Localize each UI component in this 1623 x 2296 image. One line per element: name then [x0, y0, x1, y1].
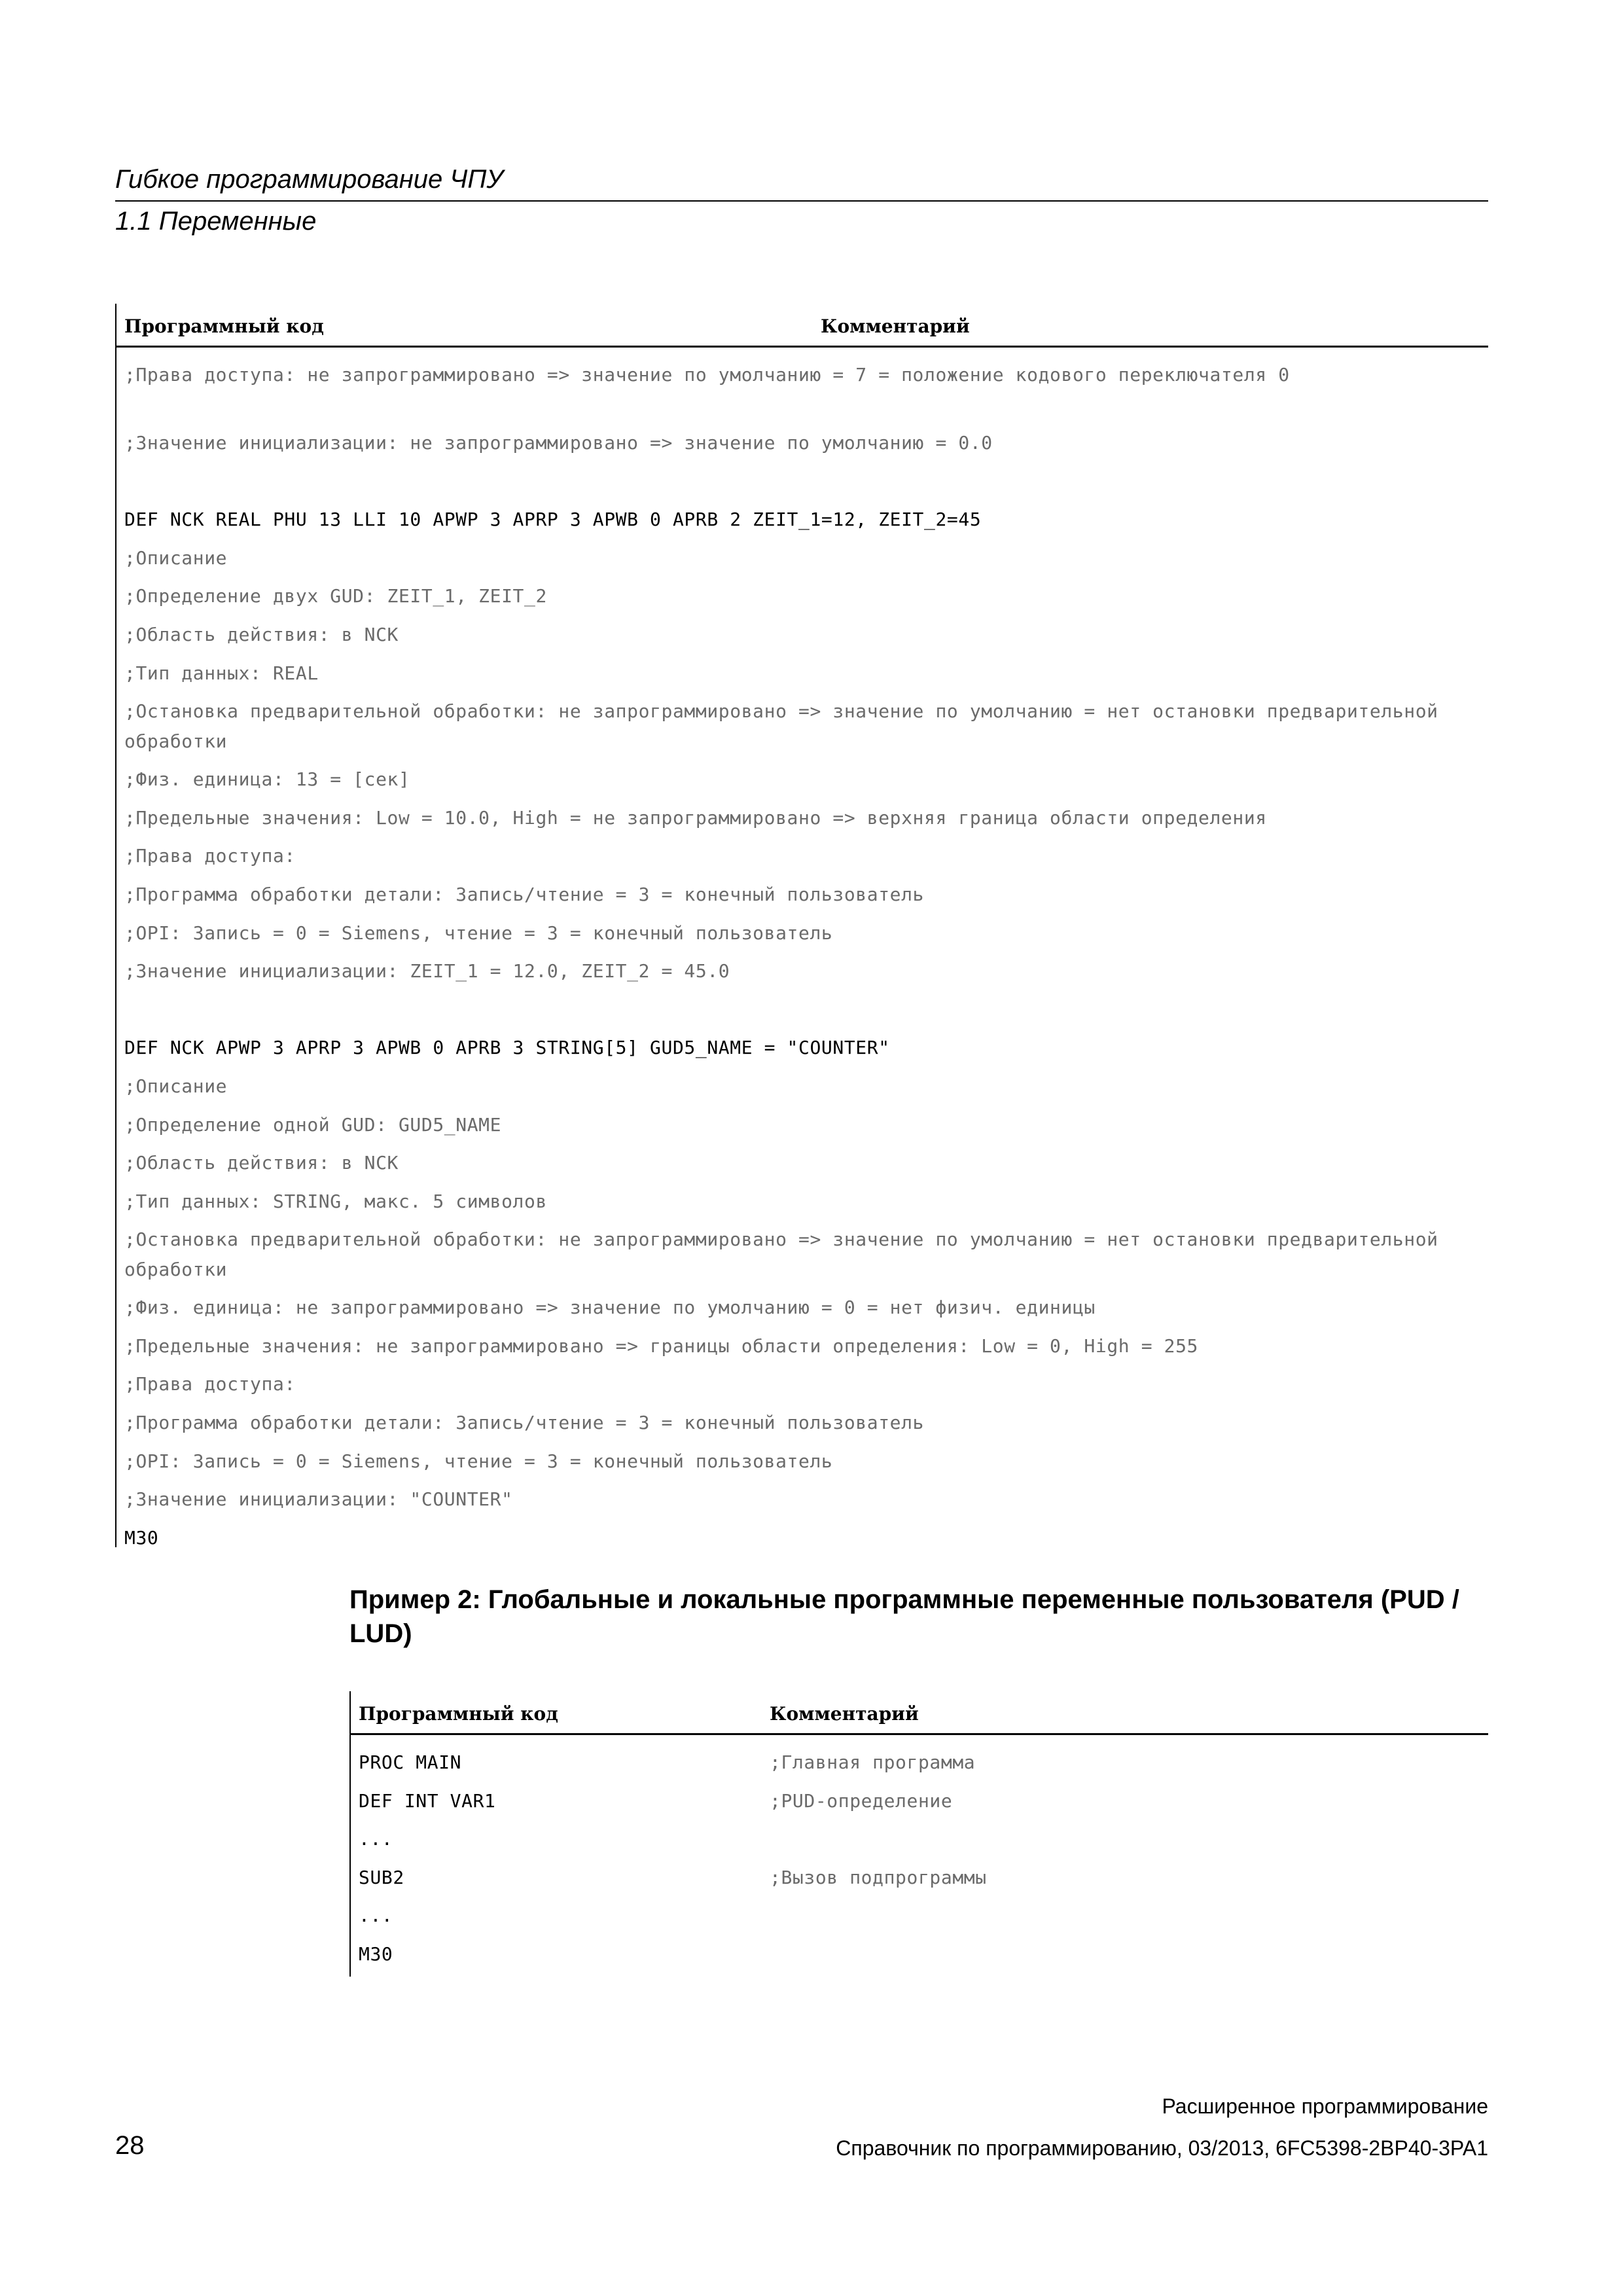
- document-reference: Справочник по программированию, 03/2013, 6FC5398-2BP40-3PA1: [836, 2136, 1488, 2160]
- comment-text: ;OPI: Запись = 0 = Siemens, чтение = 3 = конечный пользователь: [124, 1450, 833, 1472]
- table-left-rule: [115, 304, 116, 1547]
- comment-text: ;Определение двух GUD: ZEIT_1, ZEIT_2: [124, 585, 547, 607]
- code-line: [124, 1029, 1479, 1067]
- code-line: [124, 1327, 1479, 1366]
- code-line: [124, 914, 1479, 953]
- comment-text: ;Тип данных: STRING, макс. 5 символов: [124, 1190, 547, 1212]
- chapter-title: Гибкое программирование ЧПУ: [115, 165, 503, 194]
- code-text: DEF INT VAR1: [359, 1789, 496, 1812]
- code-text: DEF NCK APWP 3 APRP 3 APWB 0 APRB 3 STRING[5] GUD5_NAME = "COUNTER": [124, 1037, 890, 1059]
- code-line: [359, 1935, 1479, 1974]
- comment-text: ;Область действия: в NCK: [124, 623, 399, 645]
- comment-text: ;Вызов подпрограммы: [770, 1866, 987, 1888]
- code-line: [359, 1897, 1479, 1935]
- comment-text: ;OPI: Запись = 0 = Siemens, чтение = 3 = конечный пользователь: [124, 922, 833, 944]
- table-header-rule: [349, 1733, 1488, 1735]
- code-line: [124, 761, 1479, 799]
- code-line: [124, 577, 1479, 616]
- comment-text: ;Главная программа: [770, 1751, 976, 1773]
- code-line: [124, 799, 1479, 838]
- code-line: [124, 1144, 1479, 1183]
- code-line: [359, 1782, 1479, 1821]
- code-text: M30: [359, 1943, 393, 1965]
- comment-text: ;Остановка предварительной обработки: не запрограммировано => значение по умолчанию = нет остановки предварительной обработки: [124, 700, 1438, 753]
- code-line: [124, 1067, 1479, 1106]
- code-text: ...: [359, 1828, 393, 1850]
- code-line: [124, 692, 1479, 761]
- code-line: [124, 837, 1479, 876]
- comment-text: ;Программа обработки детали: Запись/чтение = 3 = конечный пользователь: [124, 883, 925, 905]
- blank-row: [124, 991, 1479, 1030]
- comment-text: ;Остановка предварительной обработки: не запрограммировано => значение по умолчанию = нет остановки предварительной обработки: [124, 1229, 1438, 1281]
- code-line: [124, 1404, 1479, 1443]
- code-line: [359, 1859, 1479, 1897]
- column-header-code: Программный код: [359, 1703, 558, 1725]
- example-2-heading: Пример 2: Глобальные и локальные программные переменные пользователя (PUD / LUD): [349, 1585, 1459, 1648]
- code-line: [124, 501, 1479, 539]
- code-line: [124, 356, 1479, 424]
- code-line: [124, 1480, 1479, 1519]
- code-line: [124, 424, 1479, 463]
- column-header-comment: Комментарий: [770, 1703, 919, 1725]
- book-title: Расширенное программирование: [1162, 2094, 1488, 2118]
- comment-text: ;Область действия: в NCK: [124, 1152, 399, 1174]
- comment-text: ;Предельные значения: Low = 10.0, High = не запрограммировано => верхняя граница области определения: [124, 806, 1267, 829]
- comment-text: ;Значение инициализации: не запрограммировано => значение по умолчанию = 0.0: [124, 432, 993, 454]
- table-rows: [124, 356, 1479, 1557]
- code-line: [124, 1289, 1479, 1327]
- code-line: [359, 1744, 1479, 1782]
- code-line: [124, 876, 1479, 914]
- code-text: DEF NCK REAL PHU 13 LLI 10 APWP 3 APRP 3 APWB 0 APRB 2 ZEIT_1=12, ZEIT_2=45: [124, 509, 982, 531]
- code-text: PROC MAIN: [359, 1751, 462, 1773]
- comment-text: ;Описание: [124, 1075, 228, 1097]
- code-line: [124, 1106, 1479, 1145]
- comment-text: ;Программа обработки детали: Запись/чтение = 3 = конечный пользователь: [124, 1412, 925, 1434]
- comment-text: ;PUD-определение: [770, 1789, 953, 1812]
- code-text: M30: [124, 1526, 159, 1549]
- code-line: [359, 1820, 1479, 1859]
- comment-text: ;Определение одной GUD: GUD5_NAME: [124, 1113, 502, 1136]
- comment-text: ;Права доступа:: [124, 1373, 296, 1395]
- code-line: [124, 655, 1479, 693]
- comment-text: ;Значение инициализации: "COUNTER": [124, 1488, 513, 1511]
- column-header-comment: Комментарий: [821, 315, 970, 337]
- comment-text: ;Описание: [124, 547, 228, 569]
- comment-text: ;Физ. единица: 13 = [сек]: [124, 768, 410, 791]
- comment-text: ;Права доступа: не запрограммировано => значение по умолчанию = 7 = положение кодового переключателя 0: [124, 364, 1290, 386]
- comment-text: ;Тип данных: REAL: [124, 662, 319, 684]
- comment-text: ;Предельные значения: не запрограммировано => границы области определения: Low = 0, High = 255: [124, 1335, 1198, 1357]
- table-header-rule: [115, 346, 1488, 348]
- blank-row: [124, 463, 1479, 501]
- code-text: SUB2: [359, 1866, 404, 1888]
- code-text: ...: [359, 1905, 393, 1927]
- code-line: [124, 616, 1479, 655]
- code-line: [124, 1443, 1479, 1481]
- code-table-1: [115, 304, 1488, 1547]
- comment-text: ;Права доступа:: [124, 845, 296, 867]
- comment-text: ;Значение инициализации: ZEIT_1 = 12.0, ZEIT_2 = 45.0: [124, 960, 730, 982]
- code-line: [124, 1221, 1479, 1289]
- comment-text: ;Физ. единица: не запрограммировано => значение по умолчанию = 0 = нет физич. единицы: [124, 1297, 1096, 1319]
- code-table-2: [349, 1691, 1488, 1977]
- code-line: [124, 539, 1479, 578]
- section-title: 1.1 Переменные: [115, 207, 317, 236]
- code-line: [124, 1519, 1479, 1558]
- code-line: [124, 952, 1479, 991]
- code-line: [124, 1183, 1479, 1221]
- page-number: 28: [115, 2131, 145, 2160]
- column-header-code: Программный код: [124, 315, 324, 337]
- code-line: [124, 1365, 1479, 1404]
- header-rule: [115, 200, 1488, 202]
- table-rows: [359, 1744, 1479, 1974]
